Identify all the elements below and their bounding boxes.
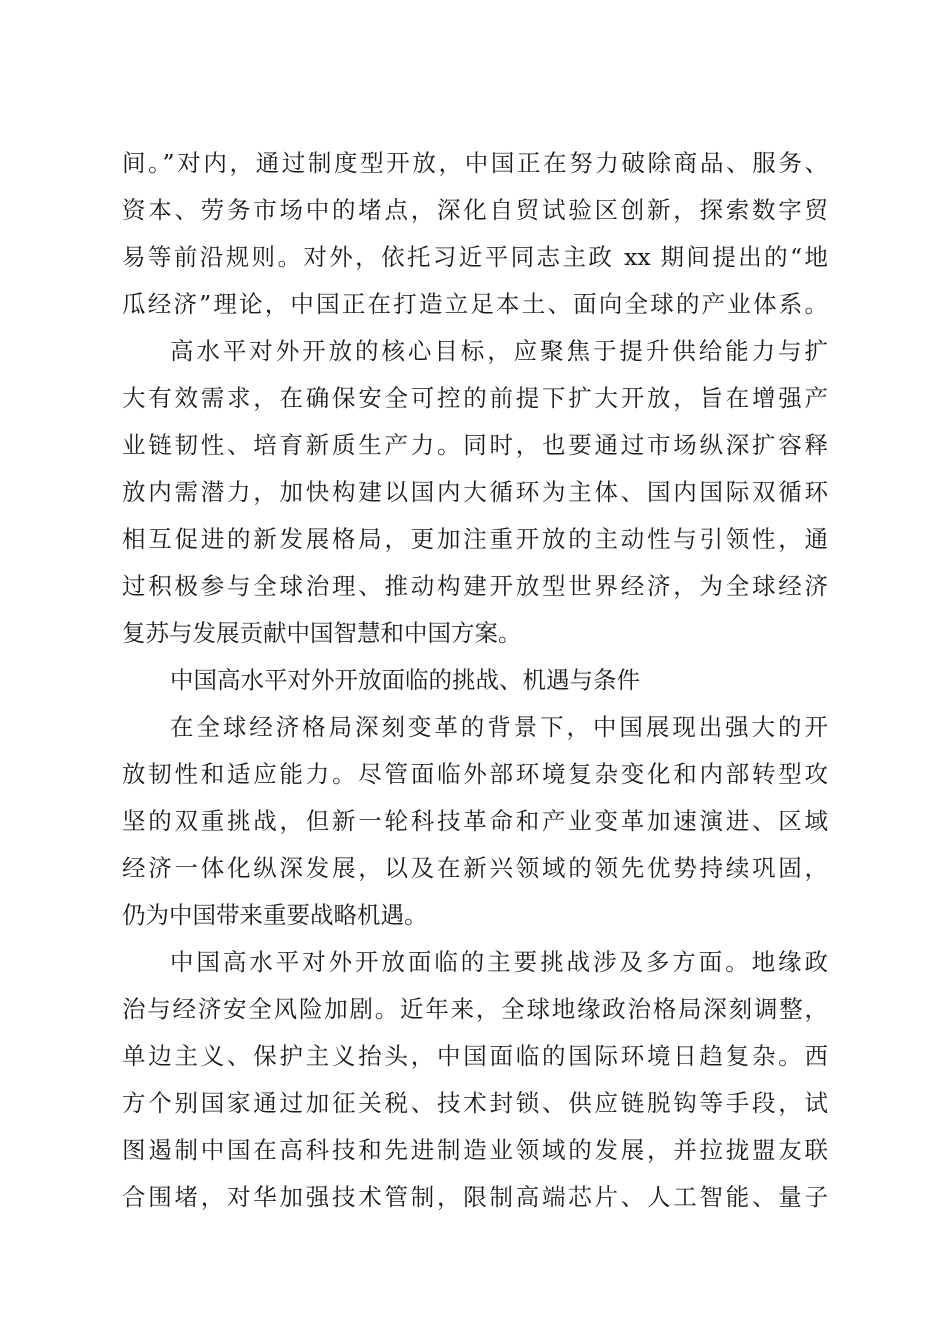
section-heading: 中国高水平对外开放面临的挑战、机遇与条件: [170, 666, 640, 694]
text-line: 易等前沿规则。对外，依托习近平同志主政 xx 期间提出的“地: [122, 243, 828, 271]
text-line: 放内需潜力，加快构建以国内大循环为主体、国内国际双循环: [122, 478, 828, 506]
text-line: 图遏制中国在高科技和先进制造业领域的发展，并拉拢盟友联: [122, 1136, 828, 1164]
text-line: 复苏与发展贡献中国智慧和中国方案。: [122, 619, 522, 647]
text-line: 瓜经济”理论，中国正在打造立足本土、面向全球的产业体系。: [122, 290, 828, 318]
text-line: 间。”对内，通过制度型开放，中国正在努力破除商品、服务、: [122, 149, 828, 177]
text-line: 业链韧性、培育新质生产力。同时，也要通过市场纵深扩容释: [122, 431, 828, 459]
text-line: 合围堵，对华加强技术管制，限制高端芯片、人工智能、量子: [122, 1183, 828, 1211]
text-line: 仍为中国带来重要战略机遇。: [122, 901, 428, 929]
text-line: 单边主义、保护主义抬头，中国面临的国际环境日趋复杂。西: [122, 1042, 828, 1070]
text-line: 方个别国家通过加征关税、技术封锁、供应链脱钩等手段，试: [122, 1089, 828, 1117]
text-line: 治与经济安全风险加剧。近年来，全球地缘政治格局深刻调整，: [122, 995, 828, 1023]
paragraph-first-line: 在全球经济格局深刻变革的背景下，中国展现出强大的开: [170, 713, 828, 741]
text-line: 资本、劳务市场中的堵点，深化自贸试验区创新，探索数字贸: [122, 196, 828, 224]
paragraph-first-line: 高水平对外开放的核心目标，应聚焦于提升供给能力与扩: [170, 337, 828, 365]
text-line: 经济一体化纵深发展，以及在新兴领域的领先优势持续巩固，: [122, 854, 828, 882]
text-line: 相互促进的新发展格局，更加注重开放的主动性与引领性，通: [122, 525, 828, 553]
text-line: 放韧性和适应能力。尽管面临外部环境复杂变化和内部转型攻: [122, 760, 828, 788]
paragraph-first-line: 中国高水平对外开放面临的主要挑战涉及多方面。地缘政: [170, 948, 828, 976]
text-line: 坚的双重挑战，但新一轮科技革命和产业变革加速演进、区域: [122, 807, 828, 835]
text-line: 过积极参与全球治理、推动构建开放型世界经济，为全球经济: [122, 572, 828, 600]
text-line: 大有效需求，在确保安全可控的前提下扩大开放，旨在增强产: [122, 384, 828, 412]
